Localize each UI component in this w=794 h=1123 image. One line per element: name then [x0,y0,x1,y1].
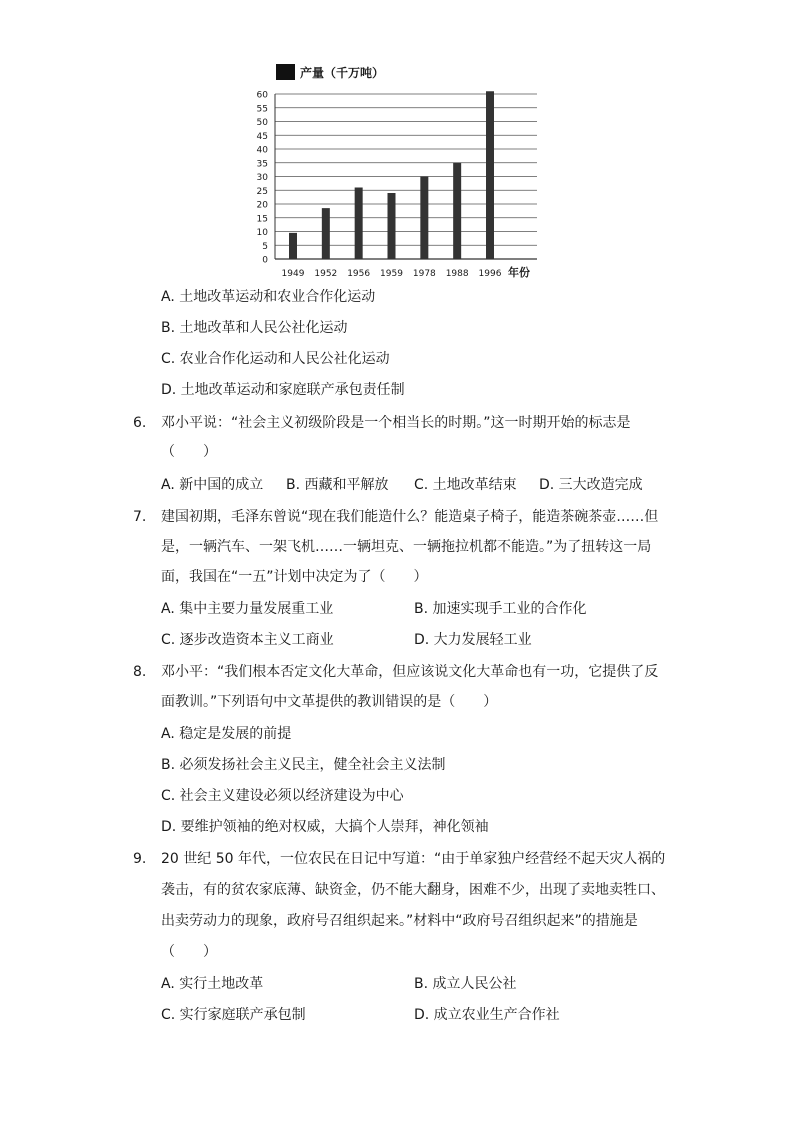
q7-option-c[interactable]: C. 逐步改造资本主义工商业 [161,632,334,648]
y-tick-label: 35 [256,159,268,170]
y-tick-label: 45 [256,131,268,142]
y-tick-label: 15 [256,214,268,225]
q7-stem-line2: 是，一辆汽车、一架飞机……一辆坦克、一辆拖拉机都不能造。”为了扭转这一局 [161,539,652,555]
q6-stem-line2: （ ） [161,444,217,460]
y-tick-label: 30 [256,173,268,183]
q9-stem-line1: 20 世纪 50 年代，一位农民在日记中写道：“由于单家独户经营经不起天灾人祸的 [161,851,666,867]
y-tick-label: 55 [256,104,268,115]
q9-option-c[interactable]: C. 实行家庭联产承包制 [161,1007,306,1023]
q7-number: 7. [133,509,147,525]
bar-1949 [289,233,297,259]
q5-option-c[interactable]: C. 农业合作化运动和人民公社化运动 [161,351,390,367]
y-tick-label: 20 [256,200,268,211]
chart-grid [275,94,537,259]
legend-swatch [276,64,295,80]
q7-stem-line3: 面，我国在“一五”计划中决定为了（ ） [161,569,428,585]
production-bar-chart [0,0,794,290]
bar-1978 [420,177,428,260]
q7-option-b[interactable]: B. 加速实现手工业的合作化 [414,601,587,617]
x-tick-label: 1959 [380,269,403,279]
y-tick-label: 50 [256,118,268,128]
x-tick-label: 1956 [347,269,371,279]
x-tick-label: 1978 [412,269,436,279]
q9-number: 9. [133,851,147,867]
x-tick-label: 1952 [314,269,338,279]
q6-stem-line1: 邓小平说：“社会主义初级阶段是一个相当长的时期。”这一时期开始的标志是 [161,415,631,431]
q5-option-b[interactable]: B. 土地改革和人民公社化运动 [161,320,348,336]
q5-option-a[interactable]: A. 土地改革运动和农业合作化运动 [161,289,376,305]
y-tick-label: 10 [256,228,268,238]
y-tick-label: 60 [256,90,268,101]
x-tick-label: 1949 [281,269,305,279]
q9-stem-line2: 袭击，有的贫农家底薄、缺资金，仍不能大翻身，困难不少，出现了卖地卖牲口、 [161,882,665,898]
q7-stem-line1: 建国初期，毛泽东曾说“现在我们能造什么？能造桌子椅子，能造茶碗茶壶……但 [161,509,659,525]
x-tick-label: 1988 [445,269,469,279]
q6-number: 6. [133,415,147,431]
q8-option-b[interactable]: B. 必须发扬社会主义民主，健全社会主义法制 [161,757,446,773]
q6-option-a[interactable]: A. 新中国的成立 [161,477,264,493]
q5-option-d[interactable]: D. 土地改革运动和家庭联产承包责任制 [161,382,405,398]
y-tick-label: 5 [262,241,268,252]
x-tick-label: 1996 [478,269,502,279]
q9-option-d[interactable]: D. 成立农业生产合作社 [414,1007,560,1023]
q9-option-a[interactable]: A. 实行土地改革 [161,976,264,992]
bar-1952 [322,208,330,259]
q8-stem-line1: 邓小平：“我们根本否定文化大革命，但应该说文化大革命也有一功，它提供了反 [161,664,659,680]
q8-stem-line2: 面教训。”下列语句中文革提供的教训错误的是（ ） [161,694,498,710]
chart-bars [289,91,494,259]
x-axis-ticks [282,269,502,279]
q8-option-c[interactable]: C. 社会主义建设必须以经济建设为中心 [161,788,404,804]
q7-option-a[interactable]: A. 集中主要力量发展重工业 [161,601,334,617]
y-tick-label: 40 [256,145,268,156]
q6-option-d[interactable]: D. 三大改造完成 [539,477,643,493]
q7-option-d[interactable]: D. 大力发展轻工业 [414,632,532,648]
legend-label: 产量（千万吨） [300,66,385,80]
bar-1959 [388,193,396,259]
q9-stem-line3: 出卖劳动力的现象，政府号召组织起来。”材料中“政府号召组织起来”的措施是 [161,913,638,929]
y-axis-ticks [257,91,269,266]
x-axis-label: 年份 [508,266,530,279]
q8-number: 8. [133,664,147,680]
y-tick-label: 0 [262,255,268,266]
q6-option-c[interactable]: C. 土地改革结束 [414,477,517,493]
q9-stem-line4: （ ） [161,944,217,960]
q8-option-a[interactable]: A. 稳定是发展的前提 [161,726,292,742]
y-tick-label: 25 [256,186,268,197]
q8-option-d[interactable]: D. 要维护领袖的绝对权威，大搞个人崇拜，神化领袖 [161,819,489,835]
q6-option-b[interactable]: B. 西藏和平解放 [286,477,389,493]
bar-1956 [355,188,363,260]
bar-1996 [486,91,494,259]
q9-option-b[interactable]: B. 成立人民公社 [414,976,517,992]
bar-1988 [453,163,461,259]
